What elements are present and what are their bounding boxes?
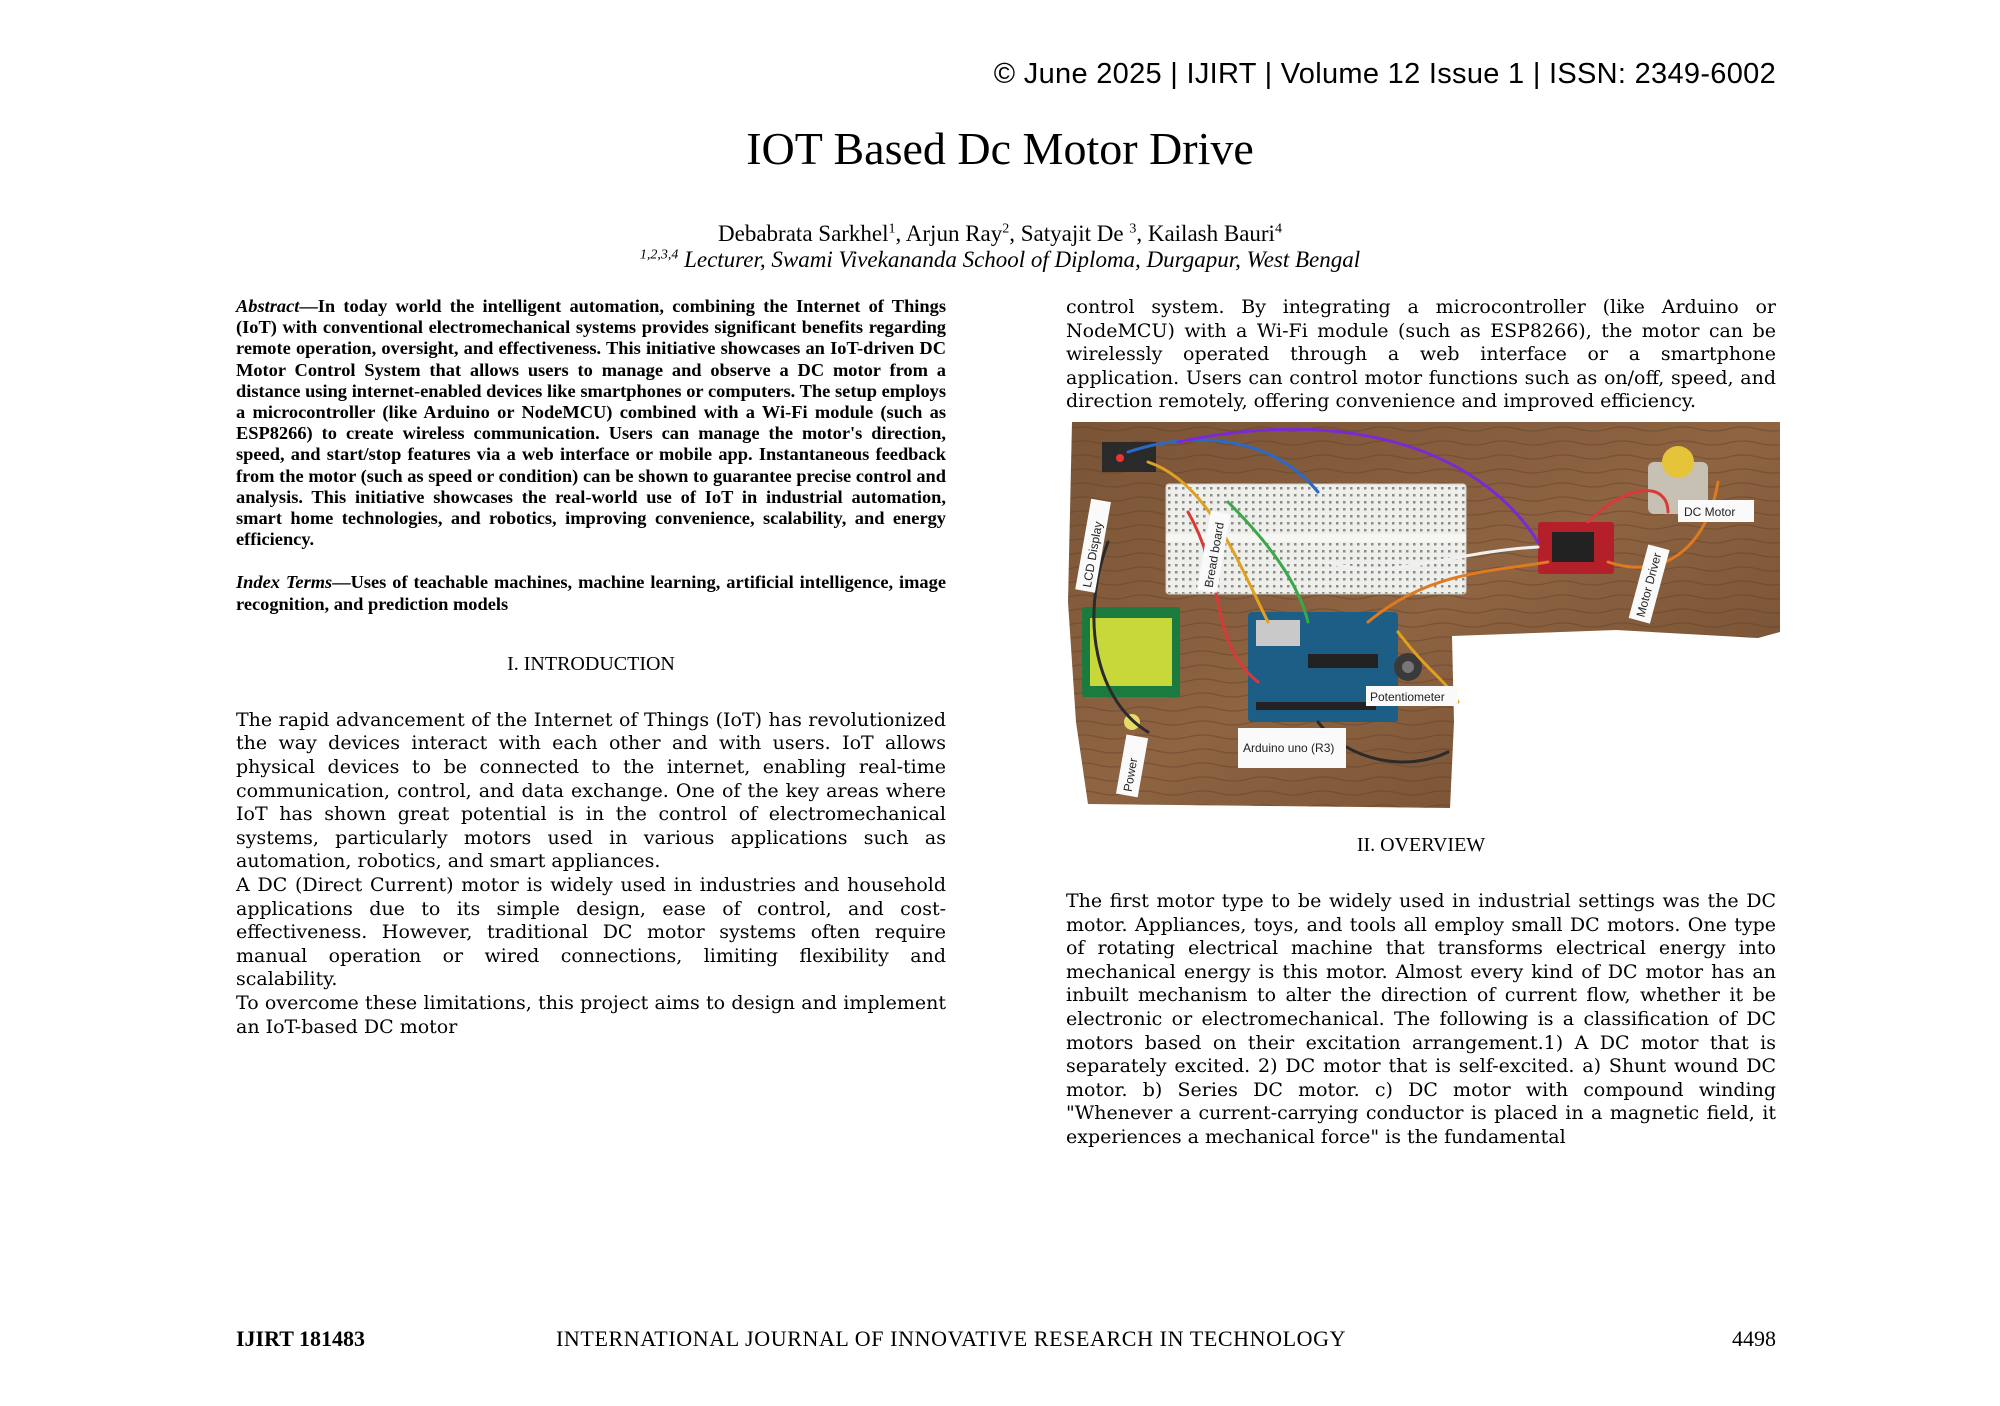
paragraph: A DC (Direct Current) motor is widely used in industries and household applications due to its simple design, ease of control, and cost-effectiveness. However, traditional DC motor systems often require manual operation or wired connections, limiting flexibility and scalability.: [236, 874, 946, 991]
author-affiliation: [0, 247, 2000, 273]
index-terms-dash: —: [332, 572, 351, 593]
introduction-continuation: control system. By integrating a microcontroller (like Arduino or NodeMCU) with a Wi-Fi module (such as ESP8266), the motor can be wirelessly operated through a web interface or a smartphone application. Users can control motor functions such as on/off, speed, and direction remotely, offering convenience and improved efficiency.: [1066, 296, 1776, 413]
author-affil-mark: 4: [1274, 221, 1282, 237]
page-footer: [236, 1326, 1776, 1356]
photo-label-dc-motor: DC Motor: [1684, 504, 1736, 519]
footer-page-number: 4498: [1732, 1326, 1776, 1351]
journal-masthead: © June 2025 | IJIRT | Volume 12 Issue 1 | ISSN: 2349-6002: [993, 58, 1776, 90]
author-affil-mark: 2: [1002, 221, 1010, 237]
introduction-body: [236, 709, 946, 1039]
affiliation-marks: 1,2,3,4: [639, 247, 679, 263]
photo-label-motor-driver: Motor Driver: [1633, 551, 1665, 619]
photo-label-power: Power: [1120, 756, 1141, 793]
photo-label-breadboard: Bread board: [1201, 521, 1227, 589]
abstract-lead: Abstract: [236, 296, 300, 316]
index-terms-lead: Index Terms: [236, 572, 333, 593]
section-heading-overview: II. OVERVIEW: [1356, 833, 1486, 856]
affiliation-text: Lecturer, Swami Vivekananda School of Diploma, Durgapur, West Bengal: [678, 247, 1361, 272]
overview-body: The first motor type to be widely used in industrial settings was the DC motor. Appliances, toys, and tools all employ small DC motors. One type of rotating electrical machine that transforms electrical energy into mechanical energy is this motor. Almost every kind of DC motor has an inbuilt mechanism to alter the direction of current flow, whether it be electronic or electromechanical. The following is a classification of DC motors based on their excitation arrangement.1) A DC motor that is separately excited. 2) DC motor that is self-excited. a) Shunt wound DC motor. b) Series DC motor. c) DC motor with compound winding "Whenever a current-carrying conductor is placed in a magnetic field, it experiences a mechanical force" is the fundamental: [1066, 889, 1776, 1148]
photo-label-lcd: LCD Display: [1079, 520, 1106, 589]
paper-title: IOT Based Dc Motor Drive: [746, 123, 1254, 174]
section-heading-introduction: I. INTRODUCTION: [507, 652, 675, 675]
photo-label-potentiometer: Potentiometer: [1370, 689, 1445, 704]
photo-label-arduino: Arduino uno (R3): [1243, 740, 1335, 755]
author-name: Satyajit De: [1020, 221, 1130, 246]
author-list: Debabrata Sarkhel$^1$, Arjun Ray$^2$, Satyajit De $^3$, Kailash Bauri$^4$: [718, 221, 1282, 246]
index-terms-text: Uses of teachable machines, machine learning, artificial intelligence, image recognition, and prediction models: [236, 572, 946, 614]
paragraph: The rapid advancement of the Internet of Things (IoT) has revolutionized the way devices interact with each other and with users. IoT allows physical devices to be connected to the internet, enabling real-time communication, control, and data exchange. One of the key areas where IoT has shown great potential is in the control of electromechanical systems, particularly motors used in various applications such as automation, robotics, and smart appliances.: [236, 708, 946, 873]
index-terms: [236, 572, 946, 614]
abstract-dash: —: [299, 296, 318, 316]
abstract: [236, 296, 946, 550]
abstract-text: In today world the intelligent automation, combining the Internet of Things (IoT) with conventional electromechanical systems provides significant benefits regarding remote operation, oversight, and effectiveness. This initiative showcases an IoT-driven DC Motor Control System that allows users to manage and observe a DC motor from a distance using internet-enabled devices like smartphones or computers. The setup employs a microcontroller (like Arduino or NodeMCU) combined with a Wi-Fi module (such as ESP8266) to create wireless communication. Users can manage the motor's direction, speed, and start/stop features via a web interface or mobile app. Instantaneous feedback from the motor (such as speed or condition) can be shown to guarantee precise control and analysis. This initiative showcases the real-world use of IoT in industrial automation, smart home technologies, and robotics, improving convenience, scalability, and energy efficiency.: [236, 296, 946, 550]
left-column: [236, 296, 946, 1039]
hardware-setup-photo: [1068, 422, 1780, 808]
footer-paper-id: IJIRT 181483: [236, 1326, 366, 1351]
right-column: [1066, 296, 1776, 1150]
paragraph: To overcome these limitations, this project aims to design and implement an IoT-based DC motor: [236, 991, 946, 1038]
author-affil-mark: 1: [888, 221, 896, 237]
author-affil-mark: 3: [1129, 221, 1137, 237]
author-name: Kailash Bauri: [1147, 221, 1275, 246]
footer-journal-name: INTERNATIONAL JOURNAL OF INNOVATIVE RESEARCH IN TECHNOLOGY: [556, 1326, 1347, 1351]
author-name: Arjun Ray: [905, 221, 1003, 246]
author-name: Debabrata Sarkhel: [718, 221, 889, 246]
